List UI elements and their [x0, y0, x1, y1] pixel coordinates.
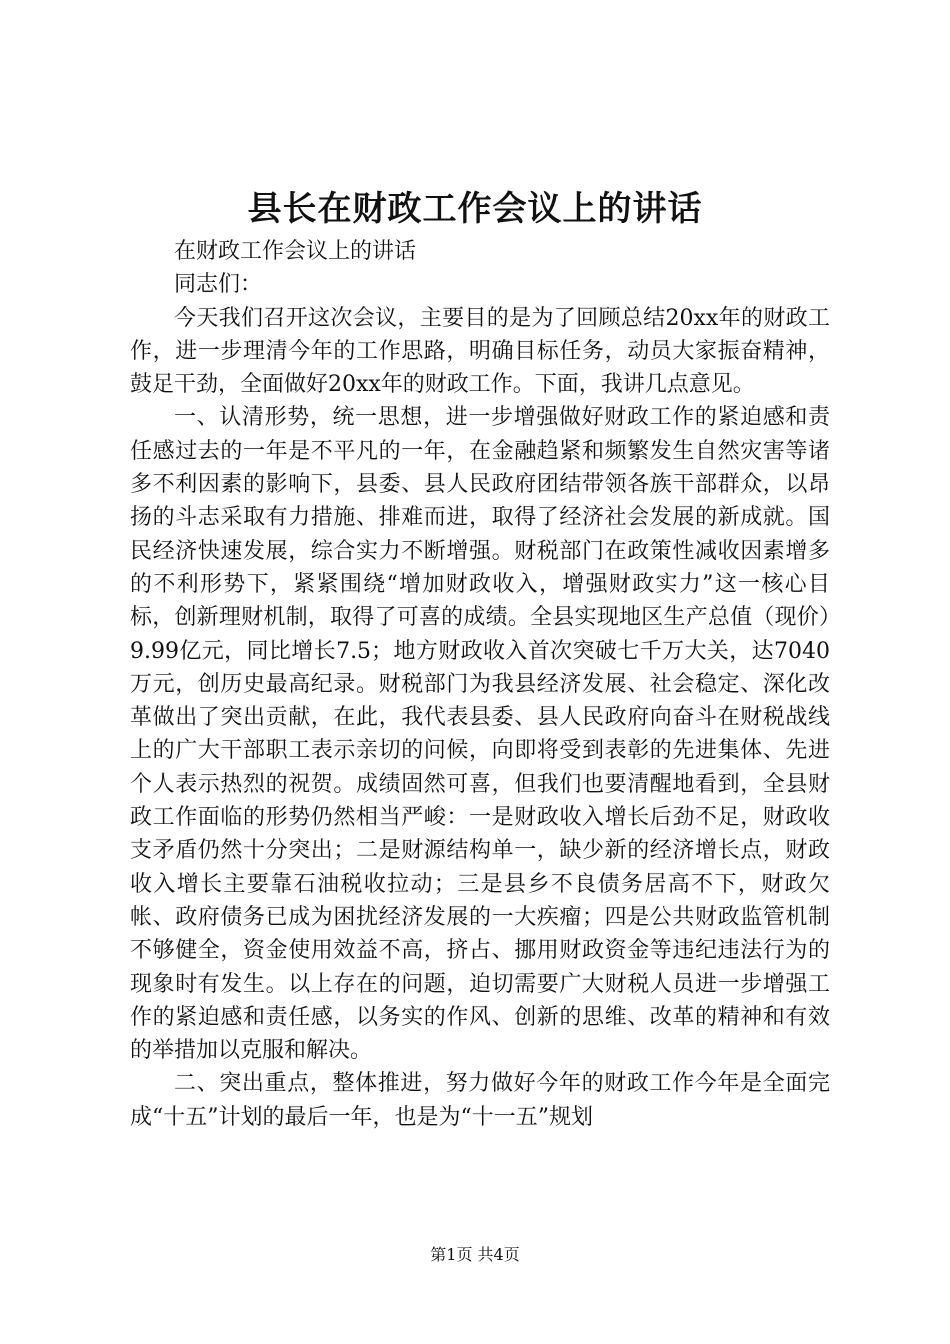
salutation-paragraph: 同志们： [174, 272, 263, 298]
page-number-footer: 第1页 共4页 [430, 1245, 520, 1264]
section-one-paragraph: 一、认清形势，统一思想，进一步增强做好财政工作的紧迫感和责任感过去的一年是不平凡的一年，在金融趋紧和频繁发生自然灾害等诸多不利因素的影响下，县委、县人民政府团结带领各族干部群众，以昂扬的斗志采取有力措施、排难而进，取得了经济社会发展的新成就。国民经济快速发展，综合实力不断增强。财税部门在政策性减收因素增多的不利形势下，紧紧围绕“增加财政收入，增强财政实力”这一核心目标，创新理财机制，取得了可喜的成绩。全县实现地区生产总值（现价）9.99亿元，同比增长7.5；地方财政收入首次突破七千万大关，达7040万元，创历史最高纪录。财税部门为我县经济发展、社会稳定、深化改革做出了突出贡献，在此，我代表县委、县人民政府向奋斗在财税战线上的广大干部职工表示亲切的问候，向即将受到表彰的先进集体、先进个人表示热烈的祝贺。成绩固然可喜，但我们也要清醒地看到，全县财政工作面临的形势仍然相当严峻：一是财政收入增长后劲不足，财政收支矛盾仍然十分突出；二是财源结构单一，缺少新的经济增长点，财政收入增长主要靠石油税收拉动；三是县乡不良债务居高不下，财政欠帐、政府债务已成为困扰经济发展的一大疾瘤；四是公共财政监管机制不够健全，资金使用效益不高，挤占、挪用财政资金等违纪违法行为的现象时有发生。以上存在的问题，迫切需要广大财税人员进一步增强工作的紧迫感和责任感，以务实的作风、创新的思维、改革的精神和有效的举措加以克服和解决。 [130, 405, 830, 1064]
subtitle-paragraph: 在财政工作会议上的讲话 [174, 239, 417, 264]
section-two-paragraph: 二、突出重点，整体推进，努力做好今年的财政工作今年是全面完成“十五”计划的最后一年，也是为“十一五”规划 [130, 1071, 830, 1130]
document-title: 县长在财政工作会议上的讲话 [247, 189, 703, 229]
document-body [130, 235, 830, 1134]
intro-paragraph: 今天我们召开这次会议，主要目的是为了回顾总结20xx年的财政工作，进一步理清今年的工作思路，明确目标任务，动员大家振奋精神，鼓足干劲，全面做好20xx年的财政工作。下面，我讲几点意见。 [130, 305, 830, 398]
